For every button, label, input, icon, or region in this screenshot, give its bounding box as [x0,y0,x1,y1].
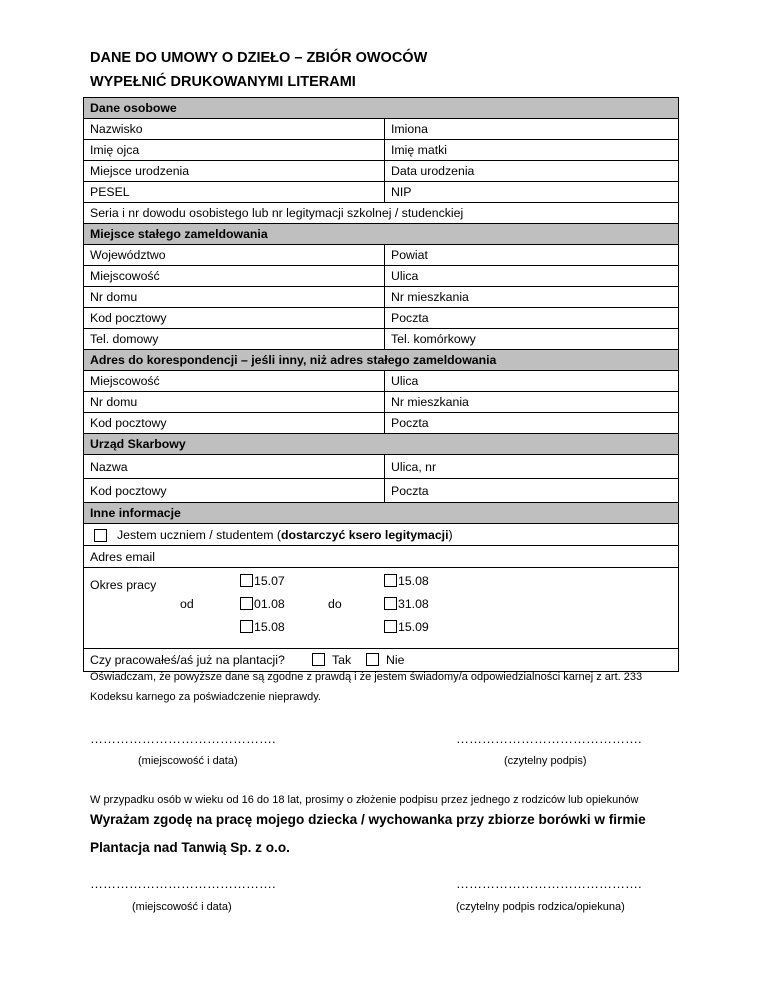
section-header-tax-office: Urząd Skarbowy [84,434,679,455]
consent-line-1: Wyrażam zgodę na pracę mojego dziecka / wychowanka przy zbiorze borówki w firmie [90,812,646,827]
yes-checkbox[interactable] [312,653,325,666]
to-option-2[interactable] [384,597,429,611]
table-row [84,649,679,672]
parent-place-date-line[interactable]: ……………………………………. [90,876,276,891]
field-tel-domowy[interactable]: Tel. domowy [84,329,385,350]
field-nip[interactable]: NIP [385,182,679,203]
parent-signature-caption: (czytelny podpis rodzica/opiekuna) [456,901,625,913]
signature-place-date-caption: (miejscowość i data) [138,755,238,767]
field-corr-nr-mieszkania[interactable]: Nr mieszkania [385,392,679,413]
field-ulica[interactable]: Ulica [385,266,679,287]
table-row [84,546,679,568]
no-checkbox[interactable] [366,653,379,666]
from-option-2-checkbox[interactable] [240,597,253,610]
section-header-correspondence: Adres do korespondencji – jeśli inny, niż adres stałego zameldowania [84,350,679,371]
field-wojewodztwo[interactable]: Województwo [84,245,385,266]
section-header-other: Inne informacje [84,503,679,524]
work-period-label: Okres pracy [90,578,157,592]
from-option-3[interactable] [240,620,285,634]
to-option-2-checkbox[interactable] [384,597,397,610]
table-row [84,266,679,287]
table-row [84,392,679,413]
minor-note: W przypadku osób w wieku od 16 do 18 lat, prosimy o złożenie podpisu przez jednego z rodziców lub opiekunów [90,794,639,806]
field-miejsce-urodzenia[interactable]: Miejsce urodzenia [84,161,385,182]
from-option-1[interactable] [240,574,285,588]
table-row [84,182,679,203]
student-row [84,524,679,546]
field-email[interactable]: Adres email [84,546,679,568]
form-table [83,97,679,672]
field-imiona[interactable]: Imiona [385,119,679,140]
table-row [84,329,679,350]
field-corr-nr-domu[interactable]: Nr domu [84,392,385,413]
field-us-kod-pocztowy[interactable]: Kod pocztowy [84,479,385,503]
field-us-ulica[interactable]: Ulica, nr [385,455,679,479]
table-row [84,455,679,479]
from-option-2-label: 01.08 [254,597,285,611]
section-header-residence: Miejsce stałego zameldowania [84,224,679,245]
field-imie-ojca[interactable]: Imię ojca [84,140,385,161]
table-row [84,203,679,224]
from-label: od [180,597,194,611]
table-row [84,308,679,329]
form-title: DANE DO UMOWY O DZIEŁO – ZBIÓR OWOCÓW [90,50,428,66]
student-text: Jestem uczniem / studentem ( [117,527,282,542]
worked-before-question: Czy pracowałeś/aś już na plantacji? [90,653,285,667]
student-text-bold: dostarczyć ksero legitymacji [281,527,449,542]
field-pesel[interactable]: PESEL [84,182,385,203]
declaration-line-1: Oświadczam, że powyższe dane są zgodne z prawdą i że jestem świadomy/a odpowiedzialności karnej z art. 233 [90,671,643,683]
signature-caption: (czytelny podpis) [504,755,587,767]
from-option-3-label: 15.08 [254,620,285,634]
field-us-poczta[interactable]: Poczta [385,479,679,503]
table-row [84,140,679,161]
field-poczta[interactable]: Poczta [385,308,679,329]
field-powiat[interactable]: Powiat [385,245,679,266]
consent-line-2: Plantacja nad Tanwią Sp. z o.o. [90,840,290,855]
section-header-personal: Dane osobowe [84,98,679,119]
field-miejscowosc[interactable]: Miejscowość [84,266,385,287]
field-corr-kod-pocztowy[interactable]: Kod pocztowy [84,413,385,434]
field-tel-komorkowy[interactable]: Tel. komórkowy [385,329,679,350]
table-row [84,413,679,434]
to-option-1[interactable] [384,574,429,588]
table-row [84,568,679,649]
from-option-3-checkbox[interactable] [240,620,253,633]
field-us-nazwa[interactable]: Nazwa [84,455,385,479]
signature-line[interactable]: ……………………………………. [456,731,642,746]
parent-signature-line[interactable]: ……………………………………. [456,876,642,891]
worked-before-row [84,649,679,672]
field-id-document[interactable]: Seria i nr dowodu osobistego lub nr legitymacji szkolnej / studenckiej [84,203,679,224]
signature-place-date-line[interactable]: ……………………………………. [90,731,276,746]
parent-place-date-caption: (miejscowość i data) [132,901,232,913]
to-option-1-label: 15.08 [398,574,429,588]
field-nazwisko[interactable]: Nazwisko [84,119,385,140]
to-option-3[interactable] [384,620,429,634]
declaration-line-2: Kodeksu karnego za poświadczenie nieprawdy. [90,691,321,703]
field-data-urodzenia[interactable]: Data urodzenia [385,161,679,182]
student-checkbox[interactable] [94,529,107,542]
yes-label: Tak [332,653,352,667]
student-text-close: ) [448,527,453,542]
form-subtitle: WYPEŁNIĆ DRUKOWANYMI LITERAMI [90,74,356,90]
table-row [84,287,679,308]
work-period-block [84,568,679,649]
to-option-3-checkbox[interactable] [384,620,397,633]
field-corr-ulica[interactable]: Ulica [385,371,679,392]
table-row [84,245,679,266]
field-kod-pocztowy[interactable]: Kod pocztowy [84,308,385,329]
table-row [84,479,679,503]
from-option-1-label: 15.07 [254,574,285,588]
to-option-2-label: 31.08 [398,597,429,611]
field-corr-poczta[interactable]: Poczta [385,413,679,434]
table-row [84,524,679,546]
table-row [84,161,679,182]
from-option-1-checkbox[interactable] [240,574,253,587]
to-option-1-checkbox[interactable] [384,574,397,587]
table-row [84,371,679,392]
no-label: Nie [386,653,405,667]
to-option-3-label: 15.09 [398,620,429,634]
from-option-2[interactable] [240,597,285,611]
field-corr-miejscowosc[interactable]: Miejscowość [84,371,385,392]
to-label: do [328,597,342,611]
field-imie-matki[interactable]: Imię matki [385,140,679,161]
field-nr-domu[interactable]: Nr domu [84,287,385,308]
table-row [84,119,679,140]
field-nr-mieszkania[interactable]: Nr mieszkania [385,287,679,308]
